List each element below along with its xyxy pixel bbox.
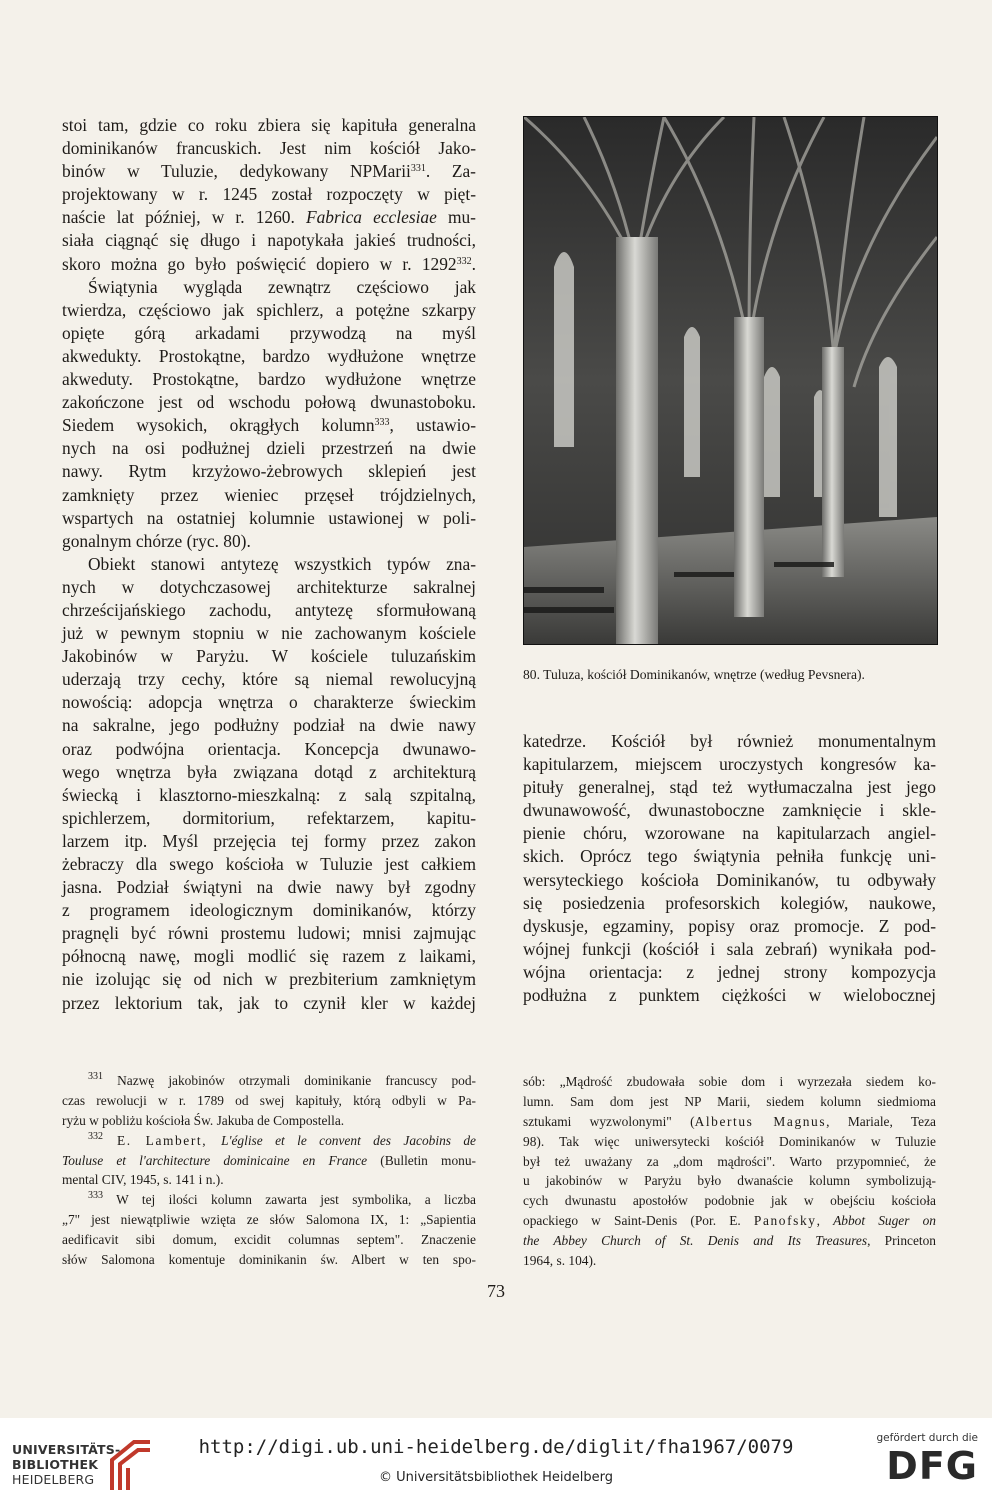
footnote-author: Panofsky bbox=[753, 1213, 817, 1229]
text-line: zamknięty przez wieniec przęseł trójdzielnych, bbox=[62, 484, 476, 505]
text-line: larzem itp. Myśl przejęcia tej formy przez zakon bbox=[62, 830, 476, 851]
text-segment: naście lat później, w r. 1260. bbox=[62, 207, 295, 228]
library-name-line: BIBLIOTHEK bbox=[12, 1457, 99, 1472]
text-line: projektowany w r. 1245 został rozpoczęty w pięt- bbox=[62, 184, 476, 205]
text-segment: skoro można go było poświęcić dopiero w r. 1292 bbox=[62, 253, 457, 274]
church-interior-photo bbox=[523, 116, 938, 645]
text-line: Jakobinów w Paryżu. W kościele tuluzańskim bbox=[62, 646, 476, 667]
text-segment: . Za- bbox=[425, 161, 476, 182]
page-number: 73 bbox=[487, 1281, 505, 1301]
footnote-title: Abbot Suger on bbox=[833, 1213, 937, 1229]
text-line bbox=[62, 414, 476, 437]
footnote-line: u jakobinów w Paryżu było dwanaście kolumn symbolizują- bbox=[523, 1173, 936, 1189]
footnote-333 bbox=[62, 1190, 476, 1210]
footnote-line: lumn. Sam dom jest NP Marii, siedem kolumn siedmioma bbox=[523, 1093, 936, 1109]
text-line: wersyteckiego kościoła Dominikanów, tu odbywały bbox=[523, 869, 936, 890]
footnote-text: opackiego w Saint-Denis (Por. E. bbox=[523, 1213, 754, 1229]
text-line: nawy. Rytm krzyżowo-żebrowych sklepień jest bbox=[62, 461, 476, 482]
main-text-right-column bbox=[523, 730, 936, 1007]
footnotes-right bbox=[523, 1072, 936, 1271]
text-line: wspartych na ostatniej kolumnie ustawionej w poli- bbox=[62, 507, 476, 528]
footnote-ref[interactable]: 332 bbox=[456, 255, 472, 267]
footnote-line: aedificavit sibi domum, excidit columnas septem". Znaczenie bbox=[62, 1232, 476, 1248]
text-line: z programem ideologicznym dominikanów, którzy bbox=[62, 900, 476, 921]
text-line: żebraczy dla swego kościoła w Tuluzie jest całkiem bbox=[62, 854, 476, 874]
text-line: wójna orientacja: z jednej strony kompozycja bbox=[523, 961, 936, 982]
dfg-wordmark: DFG bbox=[886, 1444, 978, 1488]
footnote-line bbox=[62, 1151, 476, 1171]
text-segment: binów w Tuluzie, dedykowany NPMarii bbox=[62, 161, 411, 182]
text-line: pituły generalnej, stąd też wytłumaczalna jest jego bbox=[523, 777, 936, 798]
footnote-author: E. Lambert, bbox=[103, 1132, 222, 1148]
footnote-text: , Princeton bbox=[867, 1233, 937, 1249]
footnote-line: „7" jest niewątpliwie wzięta ze słów Salomona IX, 1: „Sapientia bbox=[62, 1212, 476, 1228]
text-line: pragnęli być równi prostemu ludowi; mnisi zajmując bbox=[62, 923, 476, 944]
footnote-ref[interactable]: 331 bbox=[410, 163, 426, 175]
text-line: nych w dotychczasowej architekturze sakralnej bbox=[62, 576, 476, 597]
footnote-number: 333 bbox=[88, 1190, 103, 1202]
footnote-line: ryżu w pobliżu kościoła Św. Jakuba de Compostella. bbox=[62, 1112, 345, 1128]
footnote-title: Touluse et l'architecture dominicaine en France bbox=[62, 1152, 368, 1168]
footnote-line: mental CIV, 1945, s. 141 i n.). bbox=[62, 1172, 224, 1188]
permalink-url[interactable]: http://digi.ub.uni-heidelberg.de/diglit/fha1967/0079 bbox=[198, 1436, 794, 1458]
text-line: dominikanów francuskich. Jest nim kościół Jako- bbox=[62, 138, 476, 159]
italic-term: Fabrica ecclesiae bbox=[305, 207, 437, 228]
text-line: opięte górą arkadami przywodzą na myśl bbox=[62, 322, 476, 343]
footnote-line: 98). Tak więc uniwersytecki kościół Dominikanów w Tuluzie bbox=[523, 1133, 936, 1149]
footnote-text: Nazwę jakobinów otrzymali dominikanie francuscy pod- bbox=[103, 1073, 476, 1088]
footnote-text: sztukami wyzwolonymi" ( bbox=[523, 1113, 695, 1129]
text-line bbox=[62, 160, 476, 183]
footnote-title: the Abbey Church of St. Denis and Its Treasures bbox=[523, 1233, 868, 1249]
text-line bbox=[62, 206, 476, 229]
footnote-text: W tej ilości kolumn zawarta jest symbolika, a liczba bbox=[103, 1192, 476, 1208]
text-line: wójnej funkcji (kościół i sala zebrań) wynikała pod- bbox=[523, 938, 936, 959]
text-line: skich. Oprócz tego świątynia pełniła funkcję uni- bbox=[523, 846, 936, 867]
footnote-line bbox=[523, 1112, 936, 1132]
text-line: nowością: adopcja wnętrza o charakterze świeckim bbox=[62, 692, 476, 713]
footnote-line: cych dwunastu apostołów podobnie jak w obejściu kościoła bbox=[523, 1193, 936, 1209]
text-line: akweduty. Prostokątne, bardzo wydłużone wnętrze bbox=[62, 369, 476, 390]
text-segment: Siedem wysokich, okrągłych kolumn bbox=[62, 415, 375, 436]
footnote-line bbox=[523, 1211, 936, 1231]
text-line: świecką i klasztorno-mieszkalną: z salą szpitalną, bbox=[62, 784, 476, 805]
figure-caption: 80. Tuluza, kościół Dominikanów, wnętrze (według Pevsnera). bbox=[523, 667, 865, 682]
text-line: kapitularzem, miejscem uroczystych kongresów ka- bbox=[523, 754, 936, 775]
text-line: spichlerzem, dormitorium, refektarzem, kapitu- bbox=[62, 807, 476, 828]
footnote-text: , Mariale, Teza bbox=[826, 1113, 936, 1129]
main-text-left-column bbox=[62, 114, 476, 1015]
text-segment: mu- bbox=[436, 207, 476, 228]
footnote-line bbox=[523, 1231, 936, 1251]
footnote-text: (Bulletin monu- bbox=[367, 1152, 476, 1168]
text-line: siała ciągnąć się długo i napotykała jakieś trudności, bbox=[62, 230, 476, 251]
text-line: nie izolując się od nich w prezbiterium zamkniętym bbox=[62, 969, 476, 990]
text-line: twierdza, częściowo jak spichlerz, a potężne szkarpy bbox=[62, 299, 476, 320]
text-line: na sakralne, jego podłużny podział na dwie nawy bbox=[62, 715, 476, 736]
text-line: dyskusje, egzaminy, popisy oraz promocje. Z pod- bbox=[523, 915, 936, 936]
text-line: północną nawę, mogli modlić się razem z laikami, bbox=[62, 946, 476, 967]
footnotes-left bbox=[62, 1071, 476, 1270]
footnote-number: 332 bbox=[88, 1130, 103, 1142]
text-segment: . bbox=[471, 253, 476, 274]
footnote-331 bbox=[62, 1071, 476, 1091]
footnote-332 bbox=[62, 1131, 476, 1151]
text-line: katedrze. Kościół był również monumentalnym bbox=[523, 731, 936, 751]
text-line: chrześcijańskiego zachodu, antytezę sformułowaną bbox=[62, 599, 476, 620]
copyright-notice: © Universitätsbibliothek Heidelberg bbox=[378, 1470, 613, 1485]
text-line: dwunawowość, dwunastoboczne zamknięcie i skle- bbox=[523, 800, 936, 821]
text-line: Obiekt stanowi antytezę wszystkich typów zna- bbox=[88, 553, 476, 574]
text-line: wego wnętrza była związana dotąd z architekturą bbox=[62, 761, 476, 782]
text-line: się posiedzenia profesorskich kolegiów, naukowe, bbox=[523, 892, 936, 913]
footnote-author: Albertus Magnus bbox=[694, 1113, 827, 1129]
text-line: nych na osi podłużnej dzieli przestrzeń na dwie bbox=[62, 438, 476, 459]
footnote-line: czas rewolucji w r. 1789 od swej kapituły, którą odbyli w Pa- bbox=[62, 1092, 476, 1108]
text-line bbox=[62, 253, 476, 276]
photo-illustration bbox=[524, 117, 937, 644]
footnote-number: 331 bbox=[88, 1071, 103, 1082]
viewer-footer bbox=[0, 1418, 992, 1500]
footnote-line: sób: „Mądrość zbudowała sobie dom i wyrzezała siedem ko- bbox=[523, 1074, 936, 1089]
text-line: pienie chóru, wzorowane na kapitularzach angiel- bbox=[523, 823, 936, 844]
text-line: oraz podwójna orientacja. Koncepcja dwunawo- bbox=[62, 738, 476, 759]
text-line: stoi tam, gdzie co roku zbiera się kapituła generalna bbox=[62, 115, 476, 135]
text-line: gonalnym chórze (ryc. 80). bbox=[62, 530, 251, 551]
text-line: podłużna z punktem ciężkości w wielobocznej bbox=[523, 985, 936, 1006]
footnote-line: słów Salomona komentuje dominikanin św. Albert w ten spo- bbox=[62, 1252, 476, 1268]
text-line: jasna. Podział świątyni na dwie nawy był zgodny bbox=[62, 877, 476, 898]
text-segment: , ustawio- bbox=[389, 415, 476, 436]
footnote-ref[interactable]: 333 bbox=[374, 417, 390, 429]
text-line: przez lektorium tak, jak to czynił kler w każdej bbox=[62, 992, 476, 1013]
footnote-text: , bbox=[816, 1213, 834, 1229]
text-line: zakończone jest od wschodu połową dwunastoboku. bbox=[62, 392, 476, 413]
footnote-line: 1964, s. 104). bbox=[523, 1253, 597, 1269]
dfg-logo[interactable] bbox=[868, 1432, 978, 1486]
footnote-title: L'église et le convent des Jacobins de bbox=[221, 1132, 476, 1148]
funded-by-label: gefördert durch die bbox=[876, 1432, 978, 1444]
text-line: już w pewnym stopniu w nie zachowanym kościele bbox=[62, 623, 476, 644]
text-line: akwedukty. Prostokątne, bardzo wydłużone wnętrze bbox=[62, 345, 476, 366]
text-line: Świątynia wygląda zewnątrz częściowo jak bbox=[88, 276, 476, 297]
footnote-line: był też uważany za „dom mądrości". Warto przypomnieć, że bbox=[523, 1153, 936, 1169]
text-line: uderzają trzy cechy, które są niemal rewolucyjną bbox=[62, 669, 476, 690]
library-name-line: UNIVERSITÄTS- bbox=[12, 1442, 121, 1457]
library-name-line: HEIDELBERG bbox=[12, 1472, 95, 1487]
